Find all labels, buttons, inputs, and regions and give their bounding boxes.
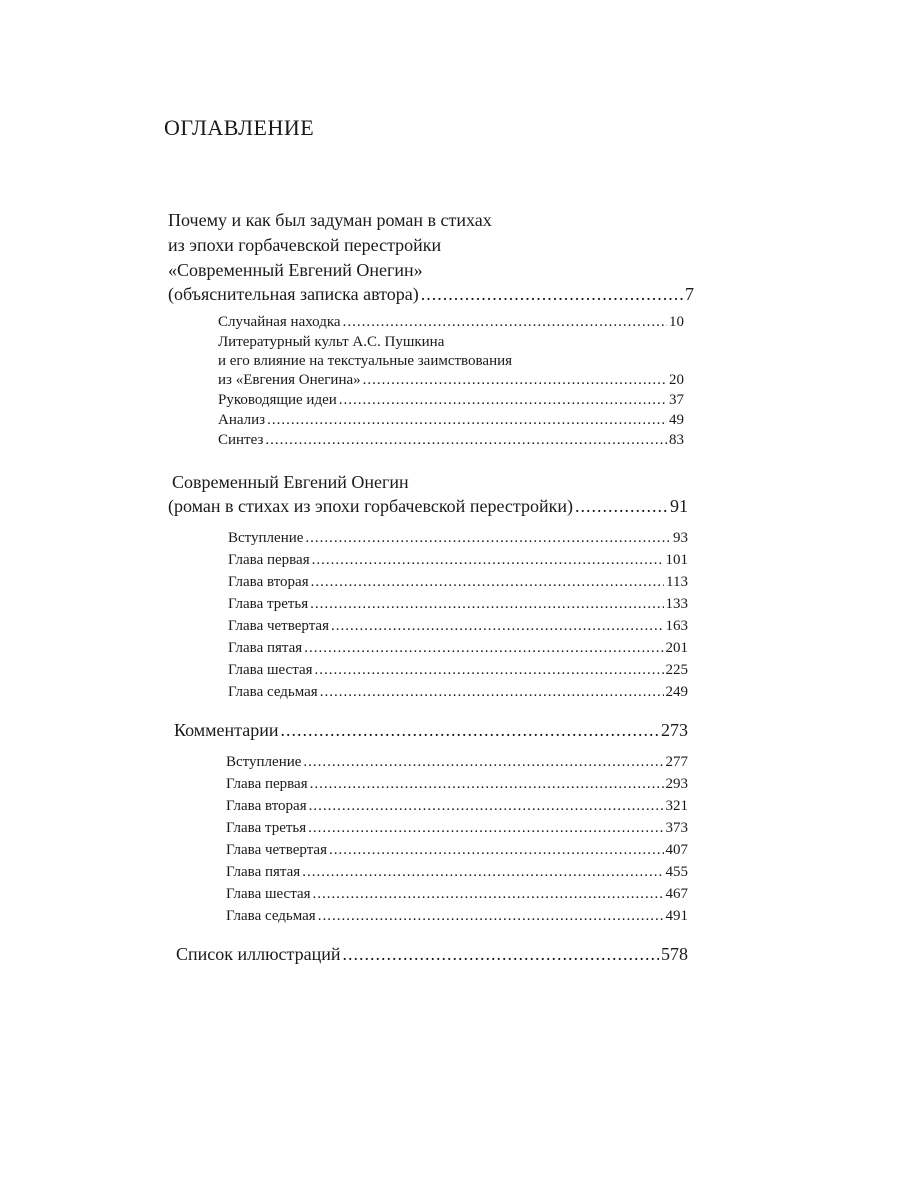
dot-leader [318, 908, 664, 925]
toc-entry-label: Глава четвертая [226, 842, 327, 858]
toc-entry-page: 578 [661, 944, 688, 964]
toc-entry-label: Список иллюстраций [176, 944, 341, 964]
dot-leader [575, 496, 668, 517]
toc-entry-page: 249 [665, 684, 688, 700]
intro-line-1: Почему и как был задуман роман в стихах [168, 210, 492, 230]
toc-entry-page: 83 [669, 432, 684, 448]
dot-leader [421, 284, 683, 305]
toc-subentry[interactable] [226, 798, 688, 815]
toc-entry-page: 373 [665, 820, 688, 836]
toc-entry-page: 225 [665, 662, 688, 678]
toc-entry-label: Глава пятая [226, 864, 301, 880]
toc-entry-label: Глава четвертая [228, 618, 329, 634]
toc-entry-page: 293 [665, 776, 688, 792]
toc-subentry[interactable] [228, 640, 688, 657]
toc-entry-page: 10 [669, 314, 684, 330]
toc-entry-label: Глава седьмая [226, 908, 316, 924]
dot-leader [315, 662, 664, 679]
toc-entry-illustrations[interactable] [176, 944, 688, 965]
toc-entry-label: Глава первая [228, 552, 310, 568]
toc-subentry[interactable] [228, 552, 688, 569]
toc-entry-label: Вступление [228, 530, 304, 546]
toc-subentry[interactable] [226, 886, 688, 903]
toc-subentry[interactable] [228, 618, 688, 635]
dot-leader [311, 574, 664, 591]
toc-entry-page: 93 [673, 530, 688, 546]
toc-entry-page: 113 [666, 574, 688, 590]
dot-leader [308, 820, 663, 837]
dot-leader [313, 886, 664, 903]
toc-subentry[interactable] [218, 432, 684, 449]
dot-leader [331, 618, 664, 635]
toc-entry-label: Глава третья [228, 596, 309, 612]
toc-subentry[interactable] [218, 372, 684, 389]
intro-line-3: «Современный Евгений Онегин» [168, 260, 423, 280]
toc-entry-label: Синтез [218, 432, 264, 448]
toc-entry-page: 37 [669, 392, 684, 408]
toc-entry-page: 49 [669, 412, 684, 428]
toc-subentry[interactable] [226, 776, 688, 793]
toc-entry-page: 91 [670, 496, 688, 516]
toc-subentry[interactable] [218, 412, 684, 429]
toc-subentry[interactable] [228, 596, 688, 613]
toc-entry-label: Глава шестая [228, 662, 313, 678]
toc-entry-page: 201 [665, 640, 688, 656]
toc-entry-label: Глава седьмая [228, 684, 318, 700]
dot-leader [312, 552, 664, 569]
toc-subentry[interactable] [228, 530, 688, 547]
toc-entry-label: Случайная находка [218, 314, 341, 330]
page-title: ОГЛАВЛЕНИЕ [164, 115, 315, 140]
toc-entry-page: 491 [665, 908, 688, 924]
toc-entry-label: Вступление [226, 754, 302, 770]
toc-entry-label: Глава вторая [228, 574, 309, 590]
toc-entry-page: 467 [665, 886, 688, 902]
dot-leader [267, 412, 667, 429]
dot-leader [305, 530, 671, 547]
toc-entry-label: из «Евгения Онегина» [218, 372, 361, 388]
toc-entry-label: Руководящие идеи [218, 392, 337, 408]
toc-entry-page: 407 [665, 842, 688, 858]
toc-subentry[interactable] [218, 392, 684, 409]
toc-entry-label: Глава первая [226, 776, 308, 792]
toc-subentry-line: и его влияние на текстуальные заимствования [218, 353, 513, 369]
toc-entry-page: 101 [665, 552, 688, 568]
dot-leader [310, 776, 664, 793]
intro-line-2: из эпохи горбачевской перестройки [168, 235, 442, 255]
toc-entry-page: 321 [665, 798, 688, 814]
toc-entry-novel[interactable] [168, 496, 688, 517]
toc-subentry[interactable] [228, 662, 688, 679]
dot-leader [265, 432, 667, 449]
dot-leader [281, 720, 659, 741]
toc-subentry[interactable] [228, 684, 688, 701]
novel-title-line: Современный Евгений Онегин [172, 472, 409, 492]
dot-leader [304, 640, 663, 657]
dot-leader [339, 392, 667, 409]
toc-entry-page: 7 [685, 284, 694, 304]
toc-entry-page: 455 [665, 864, 688, 880]
toc-entry-label: (роман в стихах из эпохи горбачевской перестройки) [168, 496, 573, 516]
toc-entry-page: 273 [661, 720, 688, 740]
dot-leader [363, 372, 667, 389]
dot-leader [320, 684, 664, 701]
toc-entry-label: Глава вторая [226, 798, 307, 814]
toc-entry-page: 163 [665, 618, 688, 634]
toc-entry-label: Анализ [218, 412, 266, 428]
toc-entry-label: Комментарии [174, 720, 279, 740]
toc-entry-page: 133 [665, 596, 688, 612]
toc-subentry[interactable] [226, 754, 688, 771]
toc-subentry[interactable] [228, 574, 688, 591]
toc-subentry[interactable] [226, 864, 688, 881]
toc-entry-page: 20 [669, 372, 684, 388]
dot-leader [343, 944, 659, 965]
dot-leader [343, 314, 667, 331]
dot-leader [310, 596, 663, 613]
toc-subentry[interactable] [218, 314, 684, 331]
toc-entry-label: Глава пятая [228, 640, 303, 656]
dot-leader [309, 798, 664, 815]
dot-leader [302, 864, 663, 881]
toc-entry-label: (объяснительная записка автора) [168, 284, 419, 304]
toc-entry-label: Глава шестая [226, 886, 311, 902]
toc-entry-intro[interactable] [168, 284, 694, 305]
toc-subentry[interactable] [226, 842, 688, 859]
dot-leader [303, 754, 663, 771]
toc-subentry[interactable] [226, 820, 688, 837]
dot-leader [329, 842, 664, 859]
toc-entry-label: Глава третья [226, 820, 307, 836]
toc-subentry-line: Литературный культ А.С. Пушкина [218, 334, 445, 350]
toc-subentry[interactable] [226, 908, 688, 925]
toc-entry-page: 277 [665, 754, 688, 770]
toc-entry-comments[interactable] [174, 720, 688, 741]
